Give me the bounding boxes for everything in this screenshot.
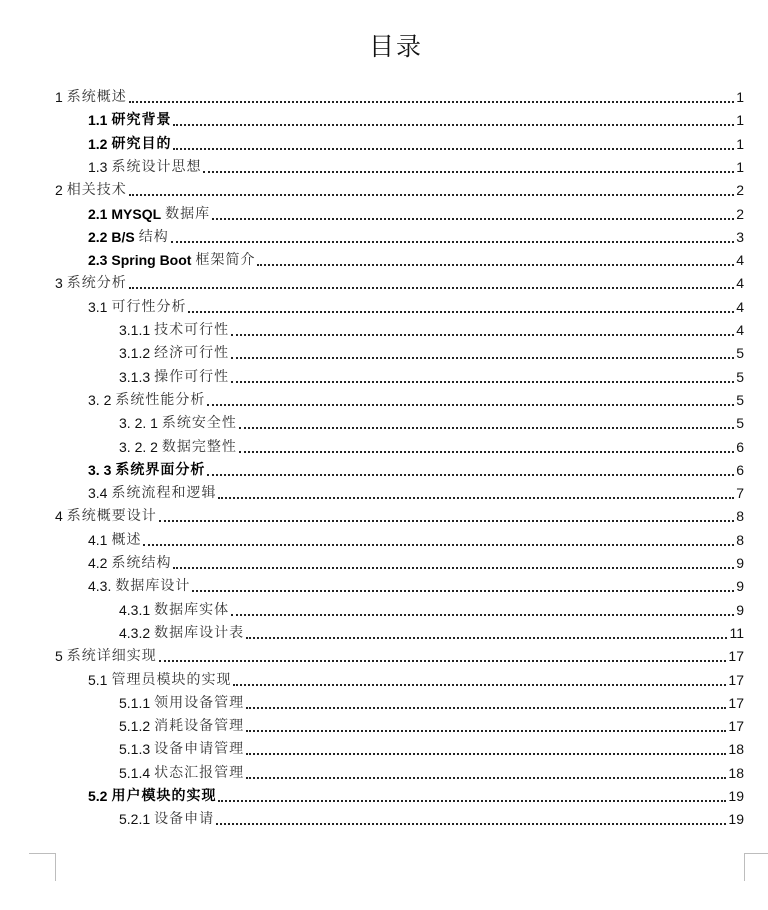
toc-entry[interactable]: [88, 480, 744, 503]
toc-entry-number: 3.1.1: [119, 322, 151, 338]
toc-entry-number: 3. 3: [88, 462, 112, 478]
toc-entry-page-number: 17: [728, 718, 744, 734]
toc-dot-leader: [218, 496, 734, 499]
toc-entry-title: 设备申请: [154, 811, 215, 827]
toc-entry[interactable]: [88, 247, 744, 270]
toc-entry-number: 5: [55, 648, 63, 664]
toc-entry-page-number: 9: [736, 578, 744, 594]
toc-entry-number: 3.1.3: [119, 369, 151, 385]
toc-entry-page-number: 4: [736, 275, 744, 291]
toc-entry-number: 1.2: [88, 136, 108, 152]
toc-entry-page-number: 8: [736, 508, 744, 524]
toc-entry-number: 3.1: [88, 299, 108, 315]
toc-entry-page-number: 4: [736, 322, 744, 338]
toc-dot-leader: [231, 613, 734, 616]
toc-entry[interactable]: [55, 503, 744, 526]
toc-dot-leader: [246, 729, 726, 732]
toc-entry-number: 5.2.1: [119, 811, 151, 827]
page-corner-mark-left: [29, 853, 56, 881]
toc-dot-leader: [218, 799, 726, 802]
toc-dot-leader: [231, 333, 734, 336]
toc-entry[interactable]: [88, 573, 744, 596]
toc-entry-title: 数据库设计表: [154, 625, 245, 641]
toc-entry-title: 系统详细实现: [66, 648, 157, 664]
toc-dot-leader: [129, 286, 734, 289]
toc-dot-leader: [173, 147, 734, 150]
toc-entry[interactable]: [119, 317, 744, 340]
toc-entry-number: 4.3.: [88, 578, 112, 594]
toc-entry-title: 设备申请管理: [154, 741, 245, 757]
toc-entry[interactable]: [119, 340, 744, 363]
toc-title: 目录: [368, 32, 423, 61]
toc-entry-number: 4.3.1: [119, 602, 151, 618]
toc-entry-number: 3.4: [88, 485, 108, 501]
toc-dot-leader: [246, 752, 726, 755]
toc-entry-title: 系统概要设计: [66, 508, 157, 524]
toc-entry-number: 5.1.3: [119, 741, 151, 757]
toc-entry-title: 系统安全性: [161, 415, 237, 431]
toc-entry-number: 5.1.4: [119, 765, 151, 781]
toc-entry-title: 系统分析: [66, 275, 127, 291]
toc-entry[interactable]: [119, 760, 744, 783]
toc-dot-leader: [246, 706, 726, 709]
toc-entry-page-number: 19: [728, 788, 744, 804]
toc-entry-page-number: 2: [736, 206, 744, 222]
toc-dot-leader: [143, 543, 734, 546]
toc-entry[interactable]: [119, 690, 744, 713]
toc-dot-leader: [173, 123, 734, 126]
toc-entry-page-number: 5: [736, 345, 744, 361]
toc-dot-leader: [239, 426, 734, 429]
toc-entry-title: 研究背景: [111, 112, 172, 128]
toc-entry-title: 操作可行性: [154, 369, 230, 385]
toc-dot-leader: [216, 822, 726, 825]
toc-entry[interactable]: [88, 294, 744, 317]
toc-entry[interactable]: [88, 224, 744, 247]
toc-entry[interactable]: [55, 177, 744, 200]
toc-entry-page-number: 5: [736, 392, 744, 408]
toc-entry-title: 可行性分析: [111, 299, 187, 315]
toc-entry-page-number: 4: [736, 299, 744, 315]
toc-entry-title: 系统概述: [66, 89, 127, 105]
toc-entry-page-number: 7: [736, 485, 744, 501]
toc-dot-leader: [239, 450, 734, 453]
toc-entry-title: 系统界面分析: [115, 462, 206, 478]
toc-dot-leader: [171, 240, 735, 243]
toc-entry-number: 5.1: [88, 672, 108, 688]
toc-entry[interactable]: [55, 643, 744, 666]
toc-entry-title: 研究目的: [111, 136, 172, 152]
toc-entry-number: 3. 2. 1: [119, 415, 158, 431]
toc-entry-title: 系统性能分析: [115, 392, 206, 408]
toc-entry-title: 技术可行性: [154, 322, 230, 338]
toc-entry-title: 结构: [138, 229, 169, 245]
toc-entry[interactable]: [119, 713, 744, 736]
toc-entry-page-number: 19: [728, 811, 744, 827]
toc-entry-page-number: 17: [728, 672, 744, 688]
toc-entry-number: 5.2: [88, 788, 108, 804]
toc-entry-number: 3. 2. 2: [119, 439, 158, 455]
page-corner-mark-right: [744, 853, 768, 881]
toc-entry[interactable]: [119, 364, 744, 387]
toc-entry-page-number: 17: [728, 695, 744, 711]
toc-dot-leader: [159, 519, 734, 522]
toc-dot-leader: [231, 356, 734, 359]
toc-entry-page-number: 9: [736, 602, 744, 618]
toc-dot-leader: [159, 659, 727, 662]
toc-entry-number: 2: [55, 182, 63, 198]
toc-entry[interactable]: [88, 107, 744, 130]
toc-entry-title: 系统流程和逻辑: [111, 485, 217, 501]
toc-dot-leader: [233, 683, 726, 686]
toc-dot-leader: [207, 473, 734, 476]
toc-entry[interactable]: [119, 410, 744, 433]
toc-entry-number: 1.3: [88, 159, 108, 175]
toc-entry-title: 领用设备管理: [154, 695, 245, 711]
toc-dot-leader: [207, 403, 734, 406]
toc-entry-page-number: 3: [736, 229, 744, 245]
toc-entry[interactable]: [119, 736, 744, 759]
toc-entry-title: 相关技术: [66, 182, 127, 198]
toc-entry-title: 框架简介: [195, 252, 256, 268]
toc-entry[interactable]: [55, 84, 744, 107]
toc-entry[interactable]: [119, 597, 744, 620]
toc-dot-leader: [246, 776, 726, 779]
toc-dot-leader: [192, 589, 734, 592]
toc-entry-page-number: 1: [736, 112, 744, 128]
toc-entry-page-number: 18: [728, 741, 744, 757]
toc-entry-number: 5.1.1: [119, 695, 151, 711]
toc-entry-number: 4.2: [88, 555, 108, 571]
toc-entry-page-number: 5: [736, 415, 744, 431]
toc-entry[interactable]: [119, 806, 744, 829]
toc-entry-number: 5.1.2: [119, 718, 151, 734]
toc-entry-page-number: 1: [736, 159, 744, 175]
toc-entry-page-number: 4: [736, 252, 744, 268]
toc-entry-title: 消耗设备管理: [154, 718, 245, 734]
toc-entry-title: 系统结构: [111, 555, 172, 571]
toc-dot-leader: [188, 310, 734, 313]
toc-entry-page-number: 18: [728, 765, 744, 781]
toc-entry[interactable]: [88, 154, 744, 177]
toc-entry[interactable]: [55, 270, 744, 293]
toc-entry-title: 数据库: [165, 206, 211, 222]
toc-dot-leader: [212, 217, 734, 220]
toc-entry-page-number: 6: [736, 439, 744, 455]
toc-entry-page-number: 1: [736, 89, 744, 105]
toc-dot-leader: [129, 193, 734, 196]
toc-entry-page-number: 11: [729, 625, 744, 641]
toc-entry-page-number: 6: [736, 462, 744, 478]
toc-entry[interactable]: [88, 667, 744, 690]
toc-dot-leader: [173, 566, 734, 569]
toc-entry[interactable]: [88, 550, 744, 573]
toc-entry-number: 4: [55, 508, 63, 524]
toc-entry-number: 2.3 Spring Boot: [88, 252, 192, 268]
toc-entry-number: 2.2 B/S: [88, 229, 135, 245]
toc-dot-leader: [257, 263, 734, 266]
toc-entry-number: 2.1 MYSQL: [88, 206, 162, 222]
toc-entry-title: 用户模块的实现: [111, 788, 217, 804]
toc-entry-title: 数据库设计: [115, 578, 191, 594]
toc-entry[interactable]: [88, 131, 744, 154]
toc-entry-page-number: 8: [736, 532, 744, 548]
toc-entry[interactable]: [88, 783, 744, 806]
toc-entry-title: 系统设计思想: [111, 159, 202, 175]
toc-entry-title: 状态汇报管理: [154, 765, 245, 781]
toc-dot-leader: [129, 100, 734, 103]
toc-entry[interactable]: [119, 620, 744, 643]
toc-dot-leader: [203, 170, 734, 173]
toc-entry[interactable]: [88, 201, 744, 224]
toc-entry-page-number: 17: [728, 648, 744, 664]
toc-entry-number: 4.3.2: [119, 625, 151, 641]
toc-dot-leader: [231, 380, 734, 383]
toc-entry-title: 管理员模块的实现: [111, 672, 232, 688]
toc-entry-page-number: 1: [736, 136, 744, 152]
toc-entry-number: 1: [55, 89, 63, 105]
toc-entry-page-number: 2: [736, 182, 744, 198]
toc-entry-number: 3. 2: [88, 392, 112, 408]
toc-entry-number: 1.1: [88, 112, 108, 128]
toc-entry-number: 4.1: [88, 532, 108, 548]
toc-entry-page-number: 9: [736, 555, 744, 571]
toc-entry-page-number: 5: [736, 369, 744, 385]
toc-entry[interactable]: [88, 387, 744, 410]
toc-entry-number: 3: [55, 275, 63, 291]
toc-entry[interactable]: [88, 527, 744, 550]
toc-entry[interactable]: [119, 434, 744, 457]
toc-entry-title: 数据完整性: [161, 439, 237, 455]
toc-entry-number: 3.1.2: [119, 345, 151, 361]
toc-entry-title: 数据库实体: [154, 602, 230, 618]
toc-entry-title: 概述: [111, 532, 142, 548]
toc-entry[interactable]: [88, 457, 744, 480]
toc-dot-leader: [246, 636, 727, 639]
toc-entry-title: 经济可行性: [154, 345, 230, 361]
